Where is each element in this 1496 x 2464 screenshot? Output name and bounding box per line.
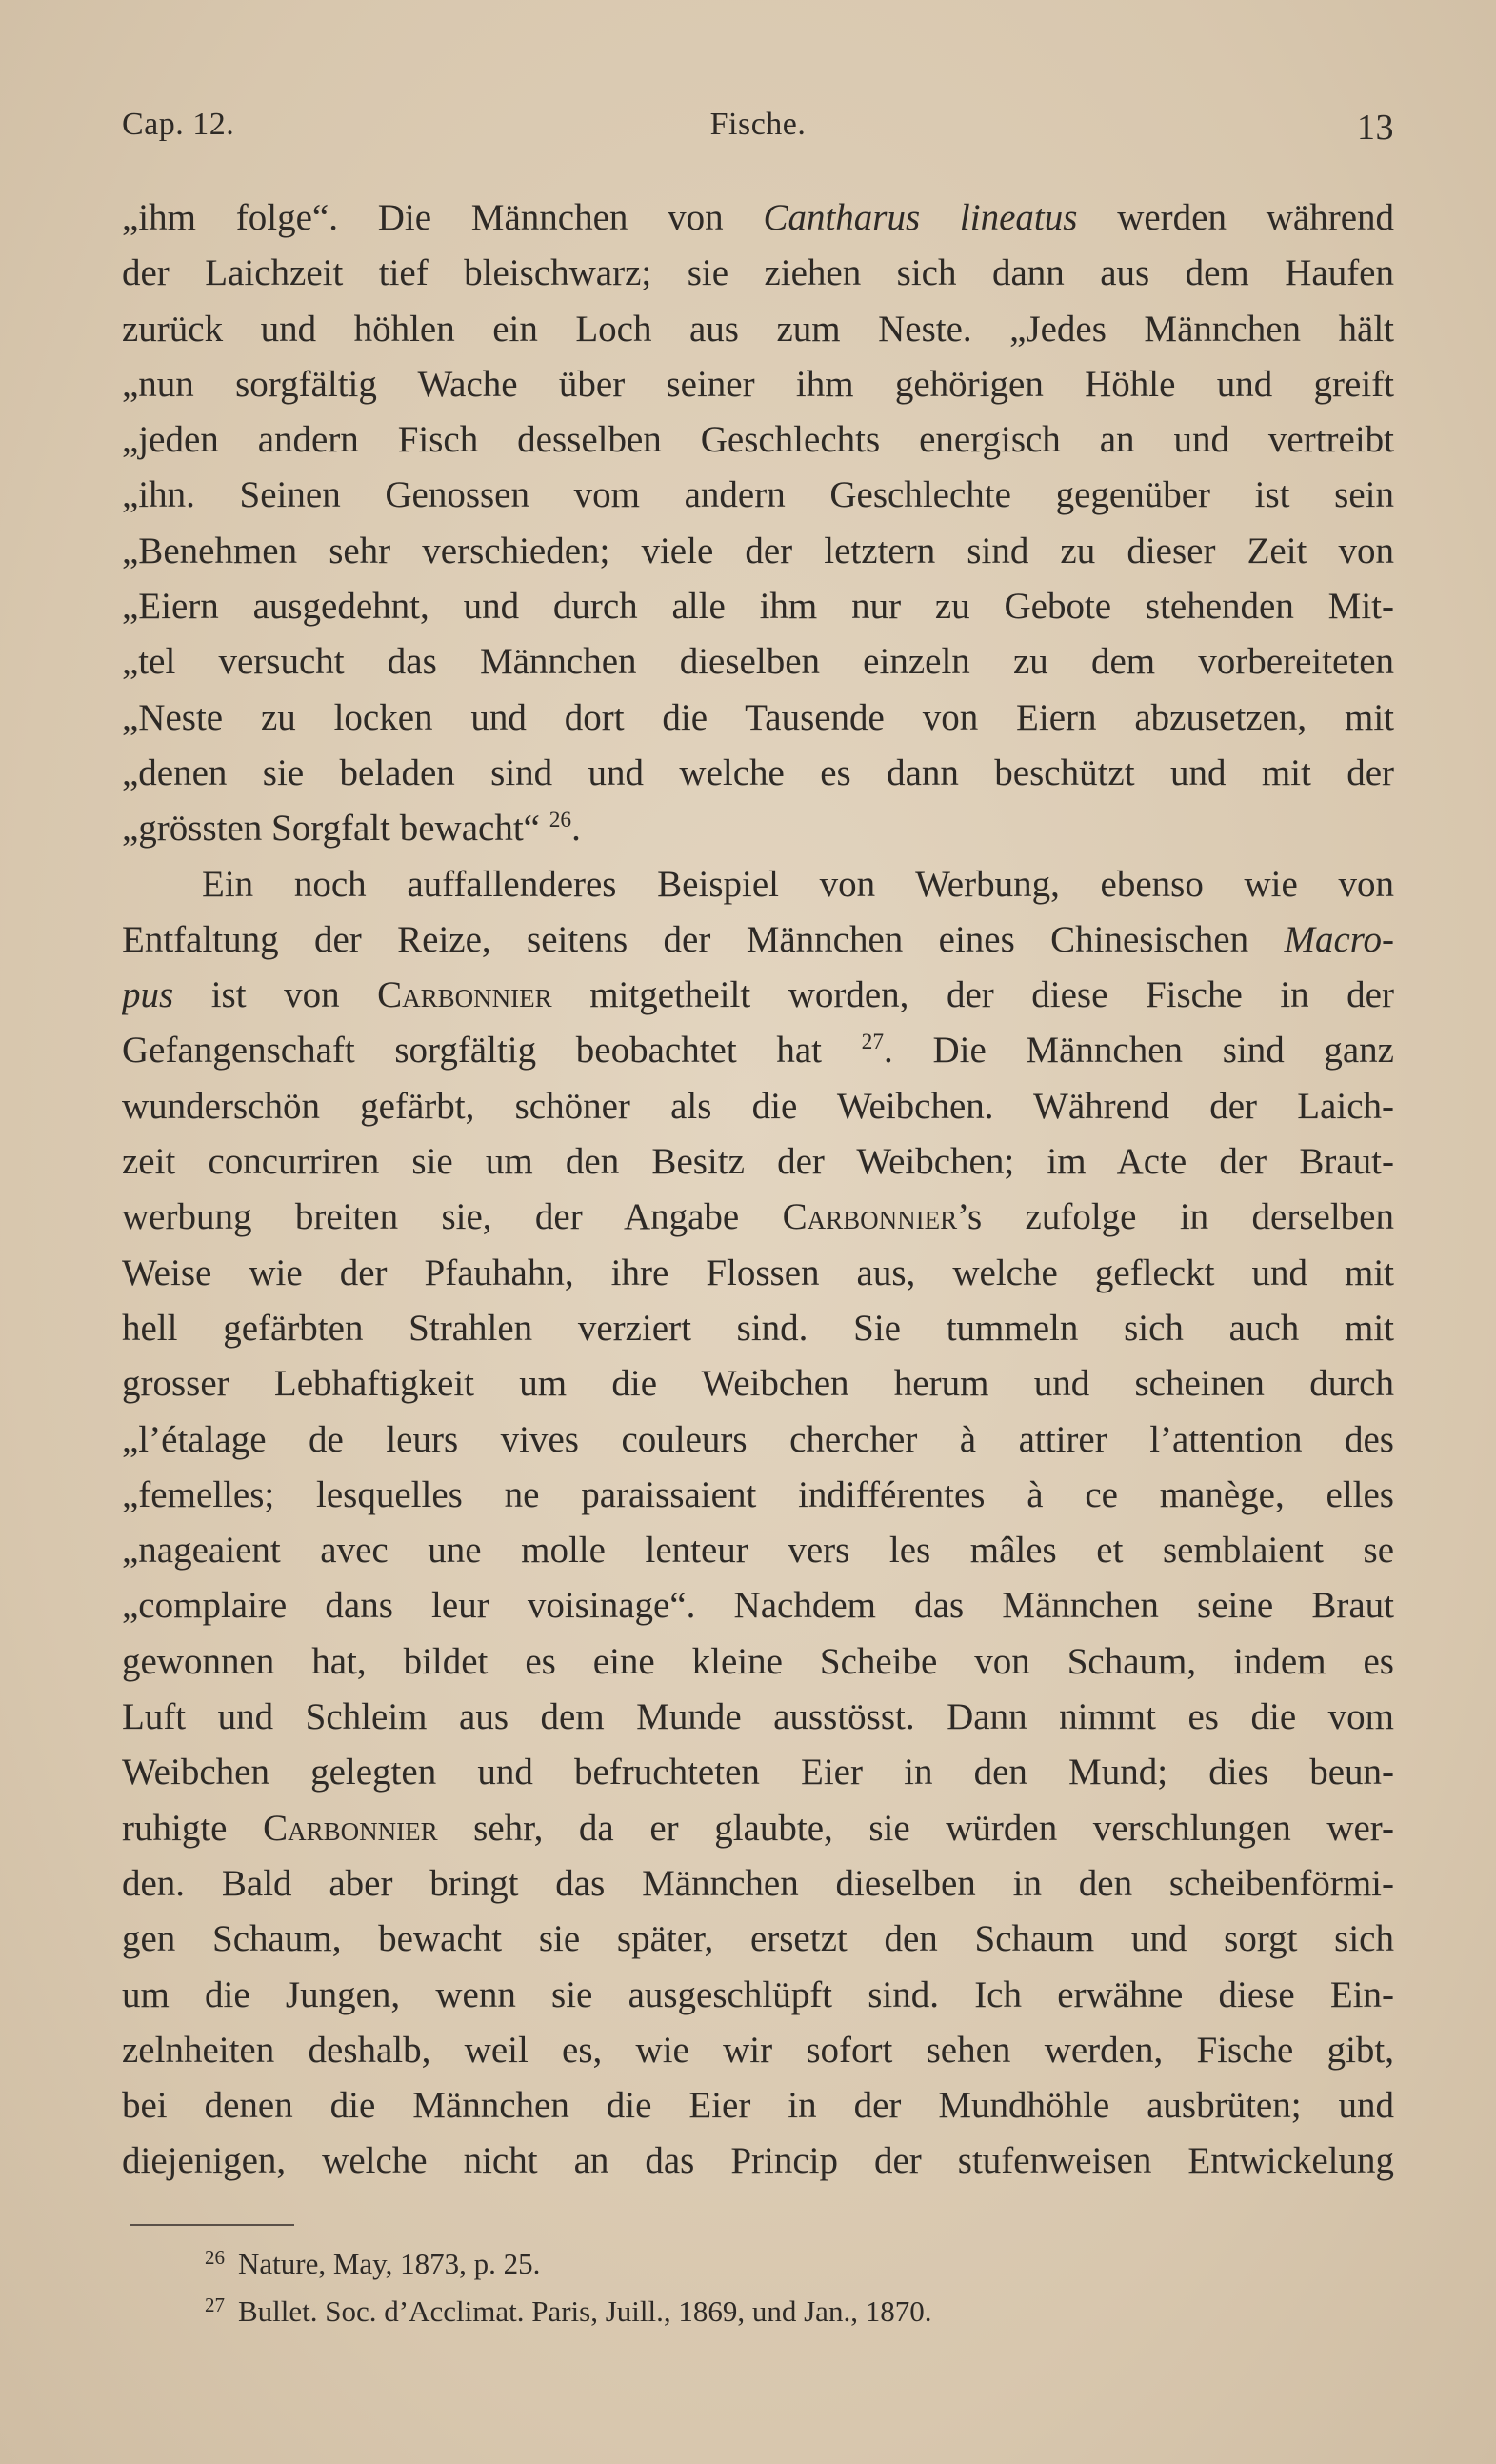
text-line: „femelles; lesquelles ne paraissaient indifférentes à ce manège, elles [122, 1473, 1394, 1515]
text-line: „Eiern ausgedehnt, und durch alle ihm nur zu Gebote stehenden Mit- [122, 586, 1394, 628]
text-line: gewonnen hat, bildet es eine kleine Scheibe von Schaum, indem es [122, 1640, 1394, 1682]
genus-name: Macro- [1284, 918, 1394, 960]
footnote-ref: 26 [549, 808, 572, 833]
text-line: Weise wie der Pfauhahn, ihre Flossen aus, welche gefleckt und mit [122, 1252, 1394, 1293]
text-line: wunderschön gefärbt, schöner als die Weibchen. Während der Laich- [122, 1085, 1394, 1127]
page-number: 13 [1357, 108, 1394, 148]
text-line: der Laichzeit tief bleischwarz; sie ziehen sich dann aus dem Haufen [122, 252, 1394, 294]
text-line: Entfaltung der Reize, seitens der Männchen eines Chinesischen Macro- [122, 918, 1394, 960]
text-line: „grössten Sorgfalt bewacht“ $^{26}$. [122, 808, 581, 850]
text-line: den. Bald aber bringt das Männchen dieselben in den scheibenförmi- [122, 1862, 1394, 1904]
author-name: Carbonnier [377, 974, 552, 1016]
species-name: Cantharus lineatus [763, 197, 1078, 238]
text-line: „ihn. Seinen Genossen vom andern Geschlechte gegenüber ist sein [122, 474, 1394, 516]
text-line: „complaire dans leur voisinage“. Nachdem das Männchen seine Braut [122, 1585, 1394, 1627]
author-name: Carbonnier [782, 1196, 958, 1238]
text-line: diejenigen, welche nicht an das Princip der stufenweisen Entwickelung [122, 2140, 1394, 2182]
chapter-label: Cap. 12. [122, 107, 235, 142]
text-line: Gefangenschaft sorgfältig beobachtet hat $^{27}$. Die Männchen sind ganz [122, 1030, 1394, 1072]
body-text [122, 190, 1394, 2190]
text-line: „Neste zu locken und dort die Tausende von Eiern abzusetzen, mit [122, 696, 1394, 738]
text-line: zurück und höhlen ein Loch aus zum Neste. „Jedes Männchen hält [122, 308, 1394, 350]
text-line: gen Schaum, bewacht sie später, ersetzt den Schaum und sorgt sich [122, 1918, 1394, 1960]
text-line: „denen sie beladen sind und welche es dann beschützt und mit der [122, 751, 1394, 793]
text-line: „Benehmen sehr verschieden; viele der letztern sind zu dieser Zeit von [122, 530, 1394, 571]
text-line: zeit concurriren sie um den Besitz der Weibchen; im Acte der Braut- [122, 1141, 1394, 1183]
text-line: „ihm folge“. Die Männchen von Cantharus lineatus werden während [122, 197, 1394, 238]
genus-name: pus [122, 974, 174, 1016]
author-name: Carbonnier [263, 1807, 438, 1849]
text-line: Luft und Schleim aus dem Munde ausstösst. Dann nimmt es die vom [122, 1696, 1394, 1738]
footnote-text: Bullet. Soc. d’Acclimat. Paris, Juill., 1869, und Jan., 1870. [238, 2294, 932, 2328]
text-line: Weibchen gelegten und befruchteten Eier in den Mund; dies beun- [122, 1752, 1394, 1793]
text-line: pus ist von Carbonnier mitgetheilt worden, der diese Fische in der [122, 974, 1394, 1016]
footnote-item [205, 2234, 1252, 2281]
text-line: ruhigte Carbonnier sehr, da er glaubte, sie würden verschlungen wer- [122, 1807, 1394, 1849]
text-line: zelnheiten deshalb, weil es, wie wir sofort sehen werden, Fische gibt, [122, 2029, 1394, 2071]
text-line: „nun sorgfältig Wache über seiner ihm gehörigen Höhle und greift [122, 363, 1394, 405]
text-line: grosser Lebhaftigkeit um die Weibchen herum und scheinen durch [122, 1363, 1394, 1405]
text-line: „tel versucht das Männchen dieselben einzeln zu dem vorbereiteten [122, 641, 1394, 683]
text-line: hell gefärbten Strahlen verziert sind. Sie tummeln sich auch mit [122, 1307, 1394, 1349]
footnote-divider [130, 2224, 294, 2226]
text-line: „nageaient avec une molle lenteur vers les mâles et semblaient se [122, 1530, 1394, 1572]
footnote-number: 26 [205, 2246, 225, 2269]
text-line: bei denen die Männchen die Eier in der Mundhöhle ausbrüten; und [122, 2085, 1394, 2127]
footnote-number: 27 [205, 2294, 225, 2316]
footnotes [205, 2234, 1252, 2329]
text-line: um die Jungen, wenn sie ausgeschlüpft sind. Ich erwähne diese Ein- [122, 1973, 1394, 2015]
section-title: Fische. [709, 107, 807, 142]
footnote-item [205, 2281, 1252, 2329]
footnote-text: Nature, May, 1873, p. 25. [238, 2247, 541, 2280]
text-line: „l’étalage de leurs vives couleurs chercher à attirer l’attention des [122, 1418, 1394, 1460]
text-line: „jeden andern Fisch desselben Geschlechts energisch an und vertreibt [122, 419, 1394, 461]
running-header [122, 107, 1394, 164]
footnote-ref: 27 [861, 1030, 885, 1055]
text-line: werbung breiten sie, der Angabe Carbonnier’s zufolge in derselben [122, 1196, 1394, 1238]
text-line: Ein noch auffallenderes Beispiel von Werbung, ebenso wie von [202, 863, 1394, 905]
